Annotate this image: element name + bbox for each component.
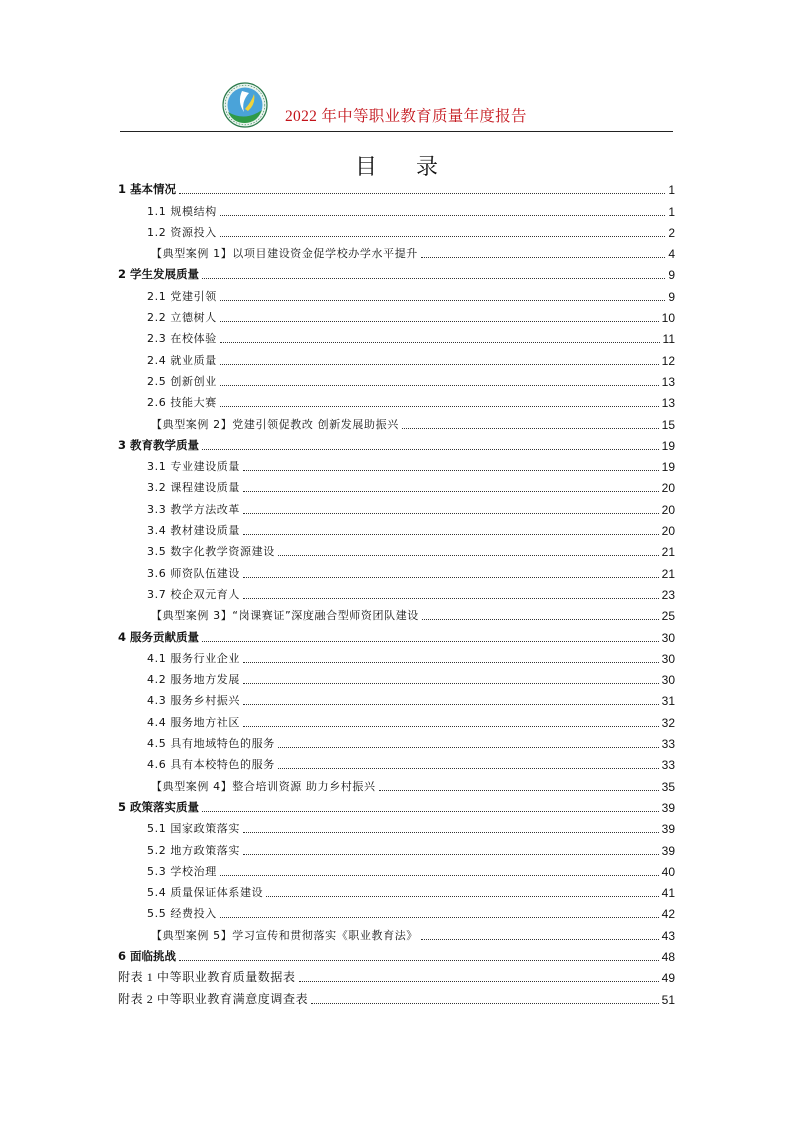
toc-entry-label: 4.5 具有地域特色的服务 (147, 737, 275, 751)
toc-entry-label: 2.1 党建引领 (147, 289, 217, 303)
toc-page-number: 20 (661, 524, 675, 539)
toc-entry-label: 3.6 师资队伍建设 (147, 566, 240, 580)
dot-leader (243, 683, 659, 684)
school-emblem-icon (222, 82, 268, 128)
toc-entry[interactable] (118, 326, 675, 347)
toc-page-number: 30 (661, 630, 675, 645)
dot-leader (243, 491, 659, 492)
toc-page-number: 2 (668, 225, 675, 240)
toc-heading: 目 录 (355, 155, 454, 180)
toc-page-number: 32 (661, 715, 675, 730)
toc-page-number: 30 (661, 673, 675, 688)
dot-leader (421, 257, 665, 258)
toc-entry-label: 3.3 教学方法改革 (147, 502, 240, 516)
page-header (120, 82, 673, 132)
dot-leader (220, 364, 659, 365)
toc-entry-label: 【典型案例 4】整合培训资源 助力乡村振兴 (151, 779, 376, 793)
toc-entry[interactable] (118, 731, 675, 752)
dot-leader (266, 896, 658, 897)
toc-entry[interactable] (118, 262, 675, 283)
toc-entry[interactable] (118, 582, 675, 603)
toc-page-number: 43 (661, 928, 675, 943)
toc-entry[interactable] (118, 198, 675, 219)
toc-entry[interactable] (118, 773, 675, 794)
toc-entry[interactable] (118, 496, 675, 517)
toc-entry[interactable] (118, 944, 675, 965)
toc-entry-label: 4.2 服务地方发展 (147, 673, 240, 687)
toc-entry-label: 3.4 教材建设质量 (147, 524, 240, 538)
toc-entry[interactable] (118, 220, 675, 241)
dot-leader (220, 236, 666, 237)
toc-page-number: 30 (661, 651, 675, 666)
toc-entry[interactable] (118, 795, 675, 816)
dot-leader (202, 641, 659, 642)
toc-page-number: 41 (661, 886, 675, 901)
toc-entry[interactable] (118, 411, 675, 432)
toc-entry[interactable] (118, 433, 675, 454)
toc-page-number: 23 (661, 587, 675, 602)
toc-entry-label: 3.1 专业建设质量 (147, 460, 240, 474)
toc-page-number: 9 (668, 268, 675, 283)
toc-entry[interactable] (118, 305, 675, 326)
toc-entry-label: 2.4 就业质量 (147, 353, 217, 367)
dot-leader (243, 470, 659, 471)
toc-entry-label: 6 面临挑战 (118, 948, 177, 963)
toc-entry[interactable] (118, 347, 675, 368)
toc-entry[interactable] (118, 688, 675, 709)
toc-page-number: 21 (661, 566, 675, 581)
toc-entry[interactable] (118, 965, 675, 986)
dot-leader (220, 342, 660, 343)
dot-leader (202, 278, 665, 279)
dot-leader (379, 790, 659, 791)
toc-page-number: 15 (661, 417, 675, 432)
dot-leader (402, 428, 659, 429)
toc-page-number: 39 (661, 822, 675, 837)
toc-page-number: 19 (661, 438, 675, 453)
table-of-contents (118, 177, 675, 1008)
toc-entry[interactable] (118, 390, 675, 411)
dot-leader (202, 449, 659, 450)
toc-page-number: 10 (661, 311, 675, 326)
toc-page-number: 39 (661, 843, 675, 858)
toc-entry[interactable] (118, 518, 675, 539)
dot-leader (311, 1003, 658, 1004)
dot-leader (220, 875, 659, 876)
toc-entry-label: 【典型案例 1】以项目建设资金促学校办学水平提升 (151, 247, 418, 261)
toc-entry[interactable] (118, 475, 675, 496)
toc-page-number: 13 (661, 396, 675, 411)
toc-page-number: 33 (661, 737, 675, 752)
toc-entry-label: 【典型案例 3】“岗课赛证”深度融合型师资团队建设 (151, 609, 419, 623)
dot-leader (243, 577, 659, 578)
toc-entry-label: 3.2 课程建设质量 (147, 481, 240, 495)
dot-leader (278, 747, 659, 748)
toc-page-number: 20 (661, 502, 675, 517)
toc-entry[interactable] (118, 880, 675, 901)
toc-entry[interactable] (118, 369, 675, 390)
toc-entry[interactable] (118, 922, 675, 943)
toc-entry-label: 5.2 地方政策落实 (147, 843, 240, 857)
toc-page-number: 1 (668, 183, 675, 198)
toc-entry-label: 4.6 具有本校特色的服务 (147, 758, 275, 772)
dot-leader (220, 300, 666, 301)
toc-page-number: 1 (668, 204, 675, 219)
dot-leader (243, 598, 659, 599)
toc-entry[interactable] (118, 859, 675, 880)
toc-entry[interactable] (118, 752, 675, 773)
toc-page-number: 33 (661, 758, 675, 773)
toc-entry-label: 5.3 学校治理 (147, 864, 217, 878)
dot-leader (243, 704, 659, 705)
toc-page-number: 51 (661, 992, 675, 1007)
toc-entry-label: 5 政策落实质量 (118, 799, 200, 814)
dot-leader (179, 960, 659, 961)
dot-leader (243, 662, 659, 663)
toc-entry-label: 1.2 资源投入 (147, 225, 217, 239)
toc-page-number: 4 (668, 247, 675, 262)
toc-page-number: 25 (661, 609, 675, 624)
toc-page-number: 48 (661, 949, 675, 964)
report-header-title: 2022 年中等职业教育质量年度报告 (285, 108, 527, 125)
toc-entry[interactable] (118, 177, 675, 198)
toc-entry[interactable] (118, 241, 675, 262)
toc-entry[interactable] (118, 560, 675, 581)
toc-entry[interactable] (118, 901, 675, 922)
dot-leader (220, 321, 659, 322)
toc-page-number: 13 (661, 374, 675, 389)
toc-entry[interactable] (118, 283, 675, 304)
toc-entry-label: 5.1 国家政策落实 (147, 822, 240, 836)
toc-entry-label: 4.3 服务乡村振兴 (147, 694, 240, 708)
dot-leader (243, 513, 659, 514)
header-divider (120, 131, 673, 132)
toc-entry-label: 3 教育教学质量 (118, 437, 200, 452)
toc-entry-label: 附表 2 中等职业教育满意度调查表 (118, 991, 309, 1006)
toc-entry-label: 5.5 经费投入 (147, 907, 217, 921)
dot-leader (220, 917, 659, 918)
toc-page-number: 12 (661, 353, 675, 368)
toc-page-number: 19 (661, 460, 675, 475)
dot-leader (220, 385, 659, 386)
toc-entry[interactable] (118, 646, 675, 667)
dot-leader (220, 215, 666, 216)
toc-page-number: 42 (661, 907, 675, 922)
toc-entry-label: 【典型案例 5】学习宣传和贯彻落实《职业教育法》 (151, 928, 418, 942)
dot-leader (243, 534, 659, 535)
toc-entry-label: 3.5 数字化教学资源建设 (147, 545, 275, 559)
dot-leader (278, 768, 659, 769)
toc-entry-label: 4.4 服务地方社区 (147, 715, 240, 729)
dot-leader (299, 981, 659, 982)
toc-entry-label: 2.2 立德树人 (147, 311, 217, 325)
toc-entry[interactable] (118, 837, 675, 858)
toc-entry[interactable] (118, 816, 675, 837)
dot-leader (243, 832, 659, 833)
toc-entry[interactable] (118, 667, 675, 688)
toc-entry-label: 附表 1 中等职业教育质量数据表 (118, 970, 296, 985)
toc-entry-label: 1.1 规模结构 (147, 204, 217, 218)
toc-entry-label: 4 服务贡献质量 (118, 629, 200, 644)
toc-entry-label: 2.3 在校体验 (147, 332, 217, 346)
toc-entry[interactable] (118, 986, 675, 1007)
toc-entry-label: 3.7 校企双元育人 (147, 587, 240, 601)
dot-leader (243, 726, 659, 727)
toc-entry-label: 5.4 质量保证体系建设 (147, 886, 264, 900)
toc-entry[interactable] (118, 539, 675, 560)
toc-entry[interactable] (118, 709, 675, 730)
toc-entry[interactable] (118, 454, 675, 475)
toc-page-number: 40 (661, 864, 675, 879)
toc-page-number: 49 (661, 971, 675, 986)
dot-leader (421, 939, 659, 940)
toc-page-number: 21 (661, 545, 675, 560)
dot-leader (179, 193, 665, 194)
toc-entry-label: 2 学生发展质量 (118, 267, 200, 282)
toc-page-number: 9 (668, 289, 675, 304)
dot-leader (202, 811, 659, 812)
toc-entry-label: 【典型案例 2】党建引领促教改 创新发展助振兴 (151, 417, 399, 431)
toc-entry-label: 1 基本情况 (118, 182, 177, 197)
toc-page-number: 11 (662, 332, 675, 347)
toc-entry-label: 4.1 服务行业企业 (147, 651, 240, 665)
toc-page-number: 31 (661, 694, 675, 709)
toc-entry-label: 2.6 技能大赛 (147, 396, 217, 410)
toc-entry[interactable] (118, 624, 675, 645)
toc-entry-label: 2.5 创新创业 (147, 374, 217, 388)
toc-page-number: 35 (661, 779, 675, 794)
toc-page-number: 20 (661, 481, 675, 496)
toc-page-number: 39 (661, 800, 675, 815)
dot-leader (220, 406, 659, 407)
dot-leader (278, 555, 659, 556)
dot-leader (422, 619, 659, 620)
toc-entry[interactable] (118, 603, 675, 624)
dot-leader (243, 854, 659, 855)
